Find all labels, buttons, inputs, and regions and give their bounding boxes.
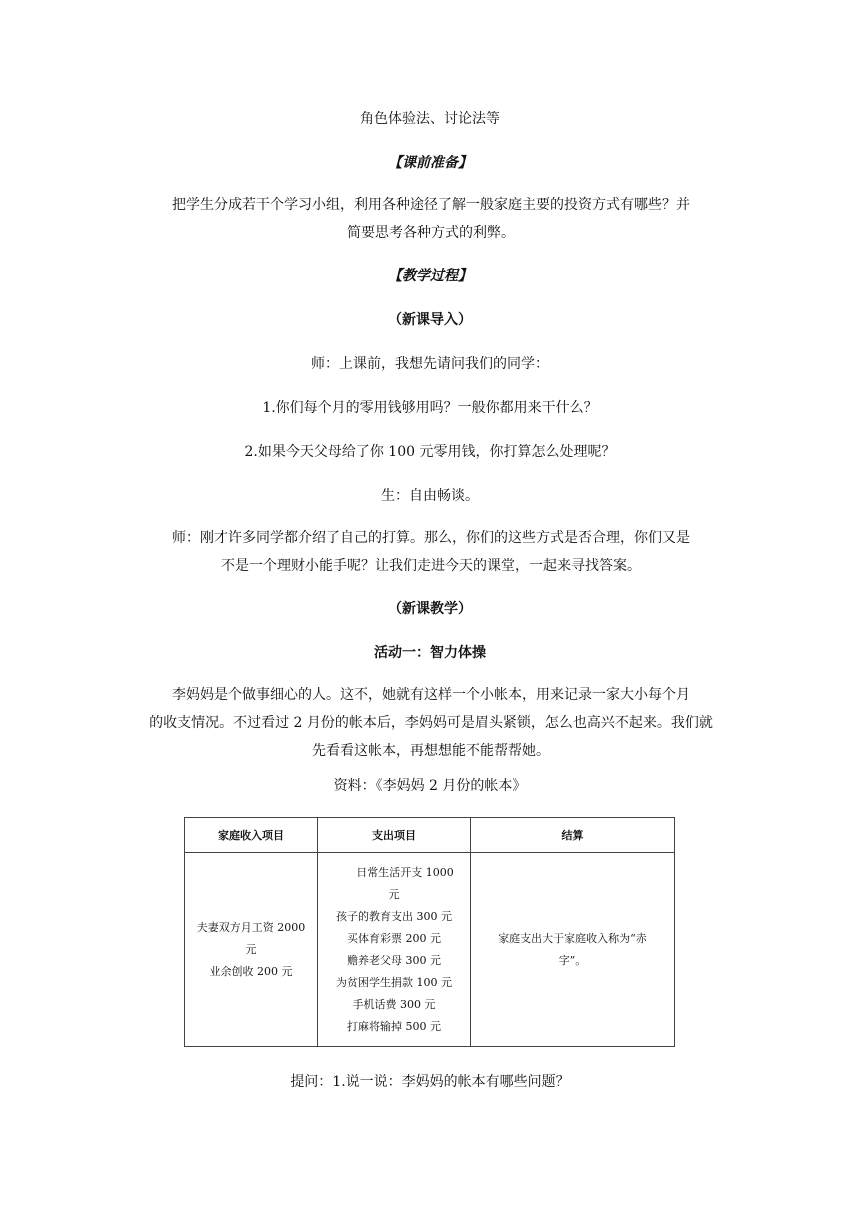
student-line: 生：自由畅谈。 [381, 488, 479, 504]
teacher-text-line-1: 师：刚才许多同学都介绍了自己的打算。那么，你们的这些方式是否合理，你们又是 [172, 530, 690, 546]
income-item: 夫妻双方月工资 2000 [196, 920, 306, 934]
expense-item: 赡养老父母 300 元 [347, 953, 441, 967]
story-line-1: 李妈妈是个做事细心的人。这不，她就有这样一个小帐本，用来记录一家大小每个月 [172, 687, 690, 703]
prep-heading: 【课前准备】 [388, 155, 472, 171]
expense-item: 孩子的教育支出 300 元 [336, 909, 452, 923]
prep-paragraph [131, 191, 731, 247]
story-paragraph [131, 681, 731, 765]
income-header: 家庭收入项目 [185, 818, 318, 853]
teacher-question: 师：上课前，我想先请问我们的同学： [311, 356, 549, 372]
expense-item: 手机话费 300 元 [352, 997, 436, 1011]
settlement-line: 字”。 [558, 953, 587, 967]
income-item: 元 [245, 942, 257, 956]
activity-heading: 活动一：智力体操 [374, 645, 486, 661]
teacher-paragraph [131, 524, 731, 580]
method-line: 角色体验法、讨论法等 [360, 111, 500, 127]
process-heading: 【教学过程】 [388, 268, 472, 284]
story-line-2: 的收支情况。不过看过 2 月份的帐本后，李妈妈可是眉头紧锁，怎么也高兴不起来。我们就 [149, 715, 713, 731]
expense-header: 支出项目 [318, 818, 471, 853]
settlement-header: 结算 [471, 818, 675, 853]
question-2: 2.如果今天父母给了你 100 元零用钱，你打算怎么处理呢？ [244, 444, 616, 460]
prep-text-line-1: 把学生分成若干个学习小组，利用各种途径了解一般家庭主要的投资方式有哪些？并 [172, 197, 690, 213]
teaching-heading: （新课教学） [388, 601, 472, 617]
expense-item: 打麻将输掉 500 元 [347, 1019, 441, 1033]
story-line-3: 先看看这帐本，再想想能不能帮帮她。 [312, 743, 550, 759]
expense-item: 买体育彩票 200 元 [347, 931, 441, 945]
ledger-header-row [185, 818, 675, 853]
material-caption: 资料：《李妈妈 2 月份的帐本》 [333, 778, 527, 794]
intro-heading: （新课导入） [388, 312, 472, 328]
income-item: 业余创收 200 元 [209, 964, 293, 978]
expense-item: 日常生活开支 1000 [356, 865, 454, 879]
ledger-table [184, 817, 675, 1047]
income-cell [185, 853, 318, 1047]
settlement-cell [471, 853, 675, 1047]
expense-item: 元 [388, 887, 400, 901]
question-1: 1.你们每个月的零用钱够用吗？一般你都用来干什么？ [262, 400, 598, 416]
expense-cell [318, 853, 471, 1047]
settlement-line: 家庭支出大于家庭收入称为“赤 [498, 931, 647, 945]
ledger-body-row [185, 853, 675, 1047]
expense-item: 为贫困学生捐款 100 元 [336, 975, 452, 989]
prep-text-line-2: 简要思考各种方式的利弊。 [347, 225, 515, 241]
teacher-text-line-2: 不是一个理财小能手呢？让我们走进今天的课堂，一起来寻找答案。 [221, 558, 641, 574]
question-prompt: 提问：1.说一说：李妈妈的帐本有哪些问题？ [290, 1074, 570, 1090]
